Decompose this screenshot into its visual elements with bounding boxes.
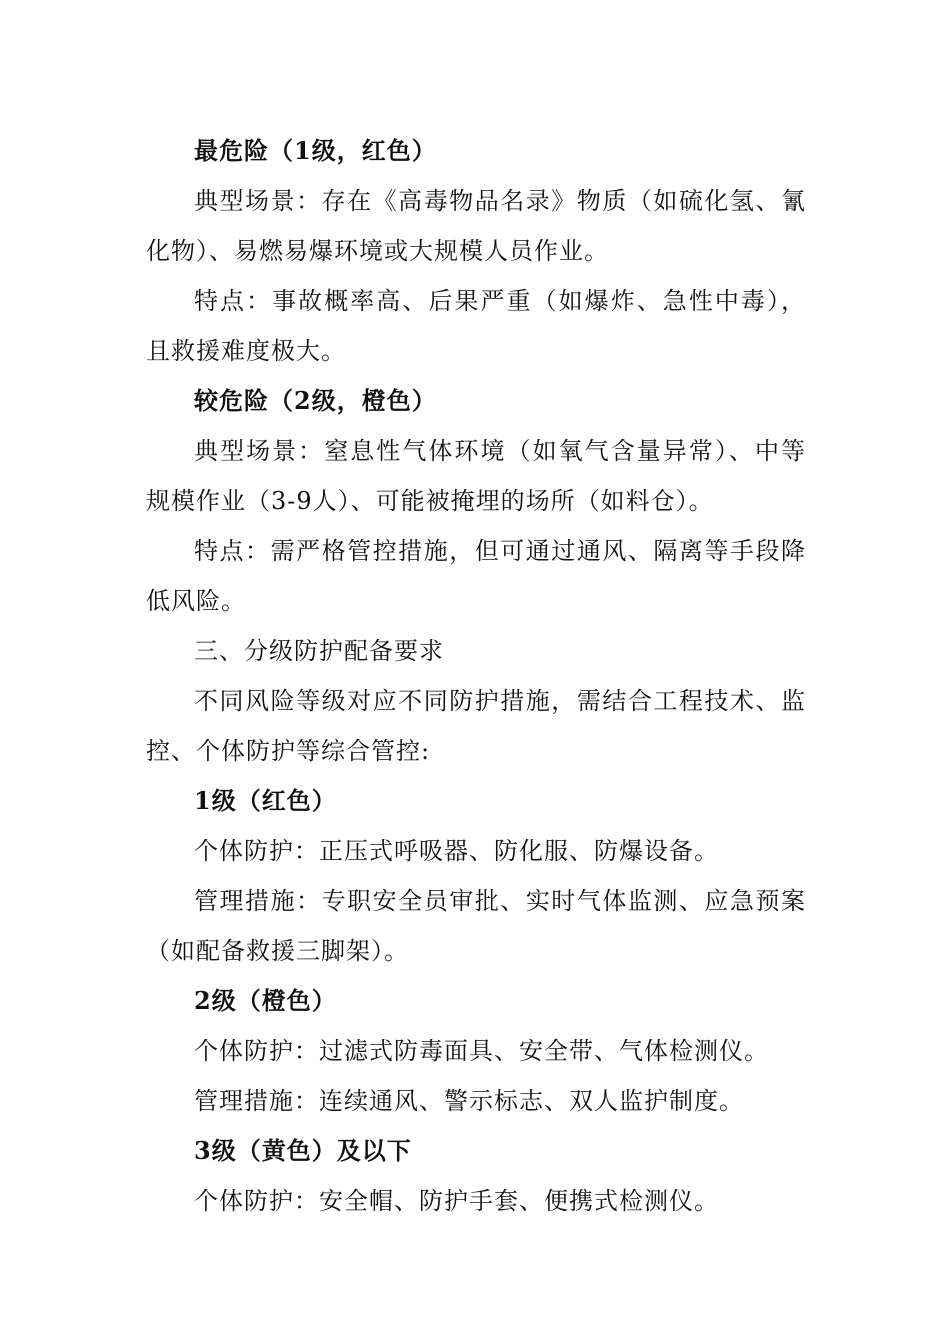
paragraph-grade3-ppe: 个体防护：安全帽、防护手套、便携式检测仪。 <box>194 1187 719 1215</box>
section-title-protection-requirements: 三、分级防护配备要求 <box>194 637 444 665</box>
paragraph-grade2-ppe: 个体防护：过滤式防毒面具、安全带、气体检测仪。 <box>194 1037 769 1065</box>
heading-level2-dangerous: 较危险（2级，橙色） <box>194 386 437 415</box>
paragraph-level1-scenario: 典型场景：存在《高毒物品名录》物质（如硫化氢、氰化物）、易燃易爆环境或大规模人员作业。 <box>146 187 806 265</box>
paragraph-grade1-management: 管理措施：专职安全员审批、实时气体监测、应急预案（如配备救援三脚架）。 <box>146 887 806 965</box>
paragraph-level1-features: 特点：事故概率高、后果严重（如爆炸、急性中毒），且救援难度极大。 <box>146 287 806 365</box>
heading-grade2-orange: 2级（橙色） <box>194 986 337 1015</box>
paragraph-grade1-ppe: 个体防护：正压式呼吸器、防化服、防爆设备。 <box>194 837 719 865</box>
heading-grade3-yellow: 3级（黄色）及以下 <box>194 1136 412 1165</box>
heading-level1-most-dangerous: 最危险（1级，红色） <box>194 136 437 165</box>
document-body <box>146 126 806 1226</box>
paragraph-level2-scenario: 典型场景：窒息性气体环境（如氧气含量异常）、中等规模作业（3-9人）、可能被掩埋的场所（如料仓）。 <box>146 437 806 515</box>
paragraph-level2-features: 特点：需严格管控措施，但可通过通风、隔离等手段降低风险。 <box>146 537 806 615</box>
paragraph-protection-intro: 不同风险等级对应不同防护措施，需结合工程技术、监控、个体防护等综合管控: <box>146 687 806 765</box>
paragraph-grade2-management: 管理措施：连续通风、警示标志、双人监护制度。 <box>194 1087 744 1115</box>
heading-grade1-red: 1级（红色） <box>194 786 337 815</box>
